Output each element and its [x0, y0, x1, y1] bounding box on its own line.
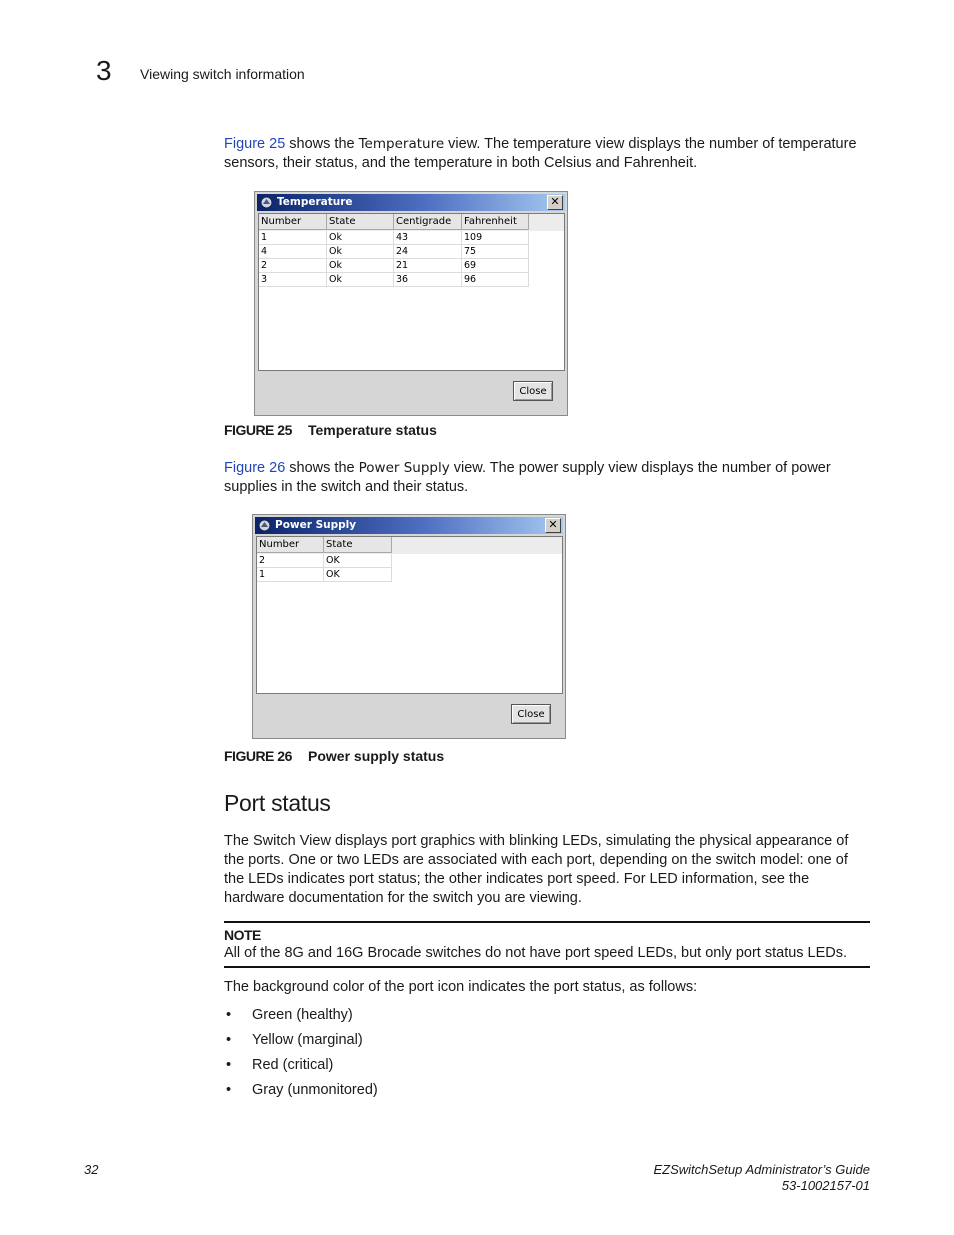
- table-header: [259, 214, 564, 231]
- column-header-fahrenheit[interactable]: Fahrenheit: [462, 214, 529, 230]
- temperature-table: [258, 213, 565, 371]
- bullet-icon: •: [226, 1032, 232, 1048]
- list-item: [224, 1054, 378, 1079]
- figure-label: FIGURE 26: [224, 748, 292, 764]
- list-item-text: Green (healthy): [252, 1007, 353, 1023]
- cell-centigrade: 24: [394, 245, 462, 259]
- bullet-icon: •: [226, 1082, 232, 1098]
- status-color-list: [224, 1004, 378, 1104]
- cell-number: 3: [259, 273, 327, 287]
- app-icon: [258, 519, 271, 532]
- cell-state: OK: [324, 568, 392, 582]
- cell-state: OK: [324, 554, 392, 568]
- figure-caption-text: Power supply status: [308, 748, 445, 764]
- chapter-title: Viewing switch information: [140, 66, 305, 82]
- figure-caption-text: Temperature status: [308, 422, 437, 438]
- power-supply-dialog: [252, 514, 566, 739]
- app-icon: [260, 196, 273, 209]
- cell-fahrenheit: 109: [462, 231, 529, 245]
- column-header-number[interactable]: Number: [257, 537, 324, 553]
- list-item-text: Gray (unmonitored): [252, 1082, 378, 1098]
- port-status-paragraph: The Switch View displays port graphics with blinking LEDs, simulating the physical appearance of the ports. One or two LEDs are associated with each port, depending on the switch model: one of the LEDs indicates port status; the other indicates port speed. For LED information, see the hardware documentation for the switch you are viewing.: [224, 833, 849, 906]
- chapter-number: 3: [96, 55, 112, 86]
- ui-term-temperature: Temperature: [358, 136, 445, 152]
- cell-state: Ok: [327, 259, 394, 273]
- temperature-intro-paragraph: [224, 135, 872, 173]
- cell-fahrenheit: 75: [462, 245, 529, 259]
- intro-text-a: shows the: [285, 460, 359, 476]
- close-button[interactable]: Close: [513, 381, 553, 401]
- dialog-title: Power Supply: [275, 519, 357, 531]
- list-item: [224, 1029, 378, 1054]
- close-button[interactable]: Close: [511, 704, 551, 724]
- cell-number: 1: [257, 568, 324, 582]
- cell-number: 2: [259, 259, 327, 273]
- doc-number: 53-1002157-01: [781, 1178, 870, 1193]
- note-heading: NOTE: [224, 927, 261, 943]
- note-top-rule: [224, 921, 870, 923]
- bullet-icon: •: [226, 1057, 232, 1073]
- intro-text-b: view. The temperature view displays the number of temperature sensors, their status, and the temperature in both Celsius and Fahrenheit.: [224, 136, 857, 171]
- power-supply-table: [256, 536, 563, 694]
- window-close-button[interactable]: ✕: [545, 518, 561, 533]
- list-item-text: Red (critical): [252, 1057, 334, 1073]
- cell-fahrenheit: 69: [462, 259, 529, 273]
- cell-centigrade: 36: [394, 273, 462, 287]
- figure-26-link[interactable]: Figure 26: [224, 460, 286, 476]
- column-header-centigrade[interactable]: Centigrade: [394, 214, 462, 230]
- cell-number: 4: [259, 245, 327, 259]
- dialog-titlebar[interactable]: [257, 194, 565, 211]
- list-item: [224, 1004, 378, 1029]
- cell-state: Ok: [327, 231, 394, 245]
- figure-25-caption: [224, 422, 437, 438]
- guide-title: EZSwitchSetup Administrator’s Guide: [653, 1162, 870, 1177]
- power-supply-intro-paragraph: [224, 459, 872, 497]
- cell-fahrenheit: 96: [462, 273, 529, 287]
- note-bottom-rule: [224, 966, 870, 968]
- cell-number: 2: [257, 554, 324, 568]
- bullet-icon: •: [226, 1007, 232, 1023]
- intro-text-b: view. The power supply view displays the number of power supplies in the switch and their status.: [224, 460, 831, 495]
- background-color-intro: The background color of the port icon indicates the port status, as follows:: [224, 979, 698, 995]
- cell-centigrade: 21: [394, 259, 462, 273]
- table-header: [257, 537, 562, 554]
- ui-term-power-supply: Power Supply: [358, 460, 450, 476]
- footer-doc-info: [653, 1162, 870, 1194]
- dialog-titlebar[interactable]: [255, 517, 563, 534]
- dialog-title: Temperature: [277, 196, 353, 208]
- cell-state: Ok: [327, 245, 394, 259]
- figure-26-caption: [224, 748, 444, 764]
- cell-number: 1: [259, 231, 327, 245]
- cell-centigrade: 43: [394, 231, 462, 245]
- column-header-state[interactable]: State: [324, 537, 392, 553]
- column-header-state[interactable]: State: [327, 214, 394, 230]
- column-header-number[interactable]: Number: [259, 214, 327, 230]
- list-item-text: Yellow (marginal): [252, 1032, 363, 1048]
- section-title: Port status: [224, 790, 331, 816]
- window-close-button[interactable]: ✕: [547, 195, 563, 210]
- intro-text-a: shows the: [285, 136, 359, 152]
- figure-label: FIGURE 25: [224, 422, 292, 438]
- page-number: 32: [84, 1162, 99, 1177]
- figure-25-link[interactable]: Figure 25: [224, 136, 286, 152]
- note-text: All of the 8G and 16G Brocade switches do not have port speed LEDs, but only port status LEDs.: [224, 945, 848, 961]
- temperature-dialog: [254, 191, 568, 416]
- cell-state: Ok: [327, 273, 394, 287]
- list-item: [224, 1079, 378, 1104]
